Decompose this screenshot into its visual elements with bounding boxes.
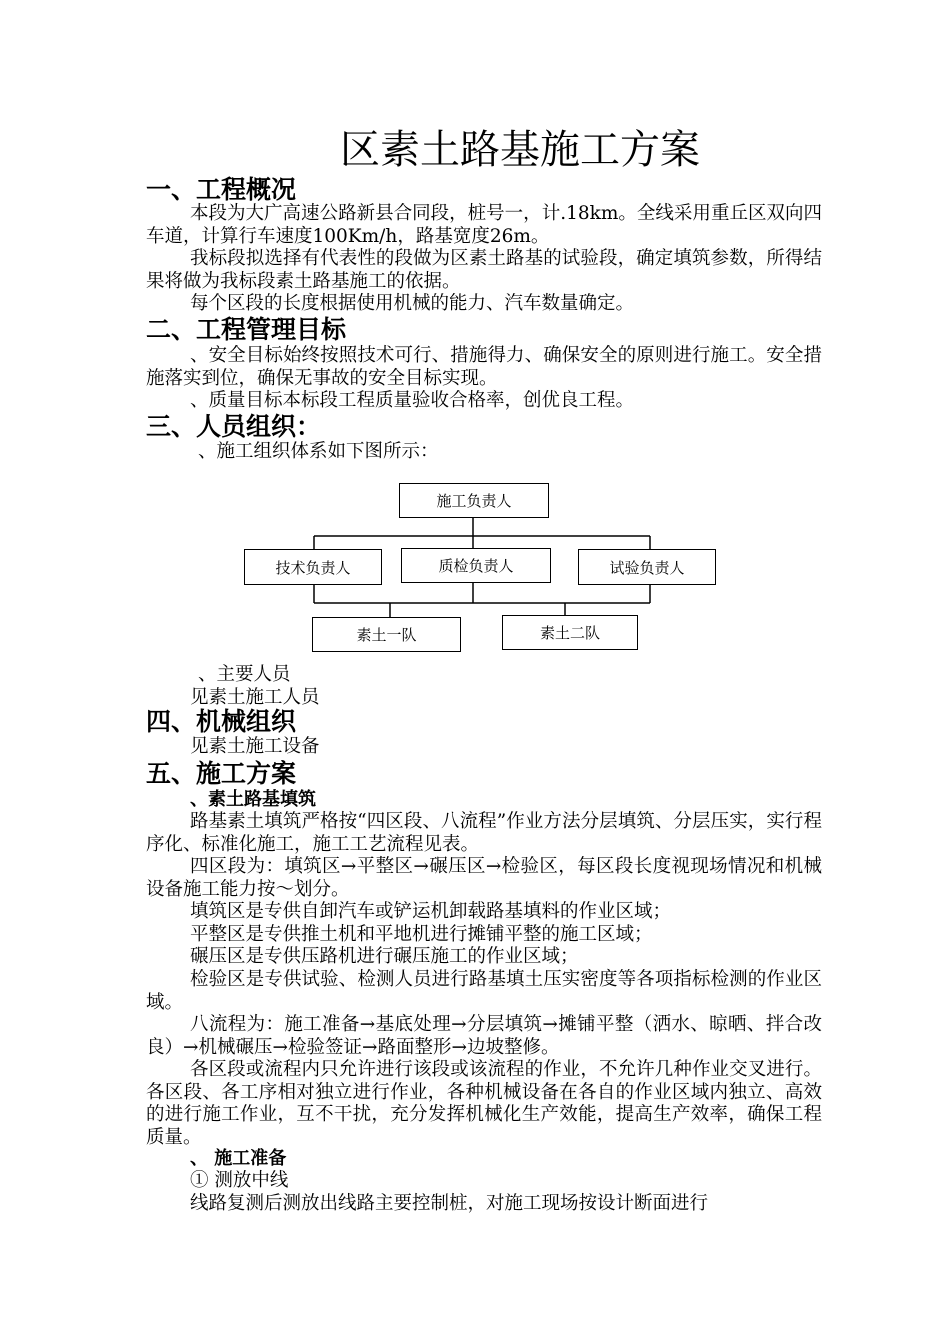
paragraph: 我标段拟选择有代表性的段做为区素土路基的试验段，确定填筑参数，所得结果将做为我标段素土路基施工的依据。 (146, 248, 822, 292)
org-box-top: 施工负责人 (399, 483, 549, 518)
paragraph: 、安全目标始终按照技术可行、措施得力、确保安全的原则进行施工。安全措施落实到位，确保无事故的安全目标实现。 (146, 345, 822, 389)
paragraph: 检验区是专供试验、检测人员进行路基填土压实密度等各项指标检测的作业区域。 (146, 969, 822, 1013)
paragraph: 四区段为：填筑区→平整区→碾压区→检验区，每区段长度视现场情况和机械设备施工能力按～划分。 (146, 856, 822, 900)
paragraph: 本段为大广高速公路新县合同段，桩号一，计.18km。全线采用重丘区双向四车道，计算行车速度100Km/h，路基宽度26m。 (146, 203, 822, 247)
subsection-heading: 、 施工准备 (190, 1148, 287, 1169)
paragraph: 见素土施工人员 (190, 687, 320, 708)
org-box-bottom: 素土二队 (502, 615, 638, 650)
paragraph: 平整区是专供推土机和平地机进行摊铺平整的施工区域； (190, 924, 653, 945)
section-heading-4: 四、机械组织 (146, 707, 297, 736)
paragraph: 填筑区是专供自卸汽车或铲运机卸载路基填料的作业区域； (190, 901, 672, 922)
section-heading-5: 五、施工方案 (146, 759, 297, 788)
org-box-mid: 试验负责人 (578, 549, 716, 585)
paragraph: 、质量目标本标段工程质量验收合格率，创优良工程。 (190, 390, 635, 411)
org-box-mid: 质检负责人 (401, 548, 551, 583)
paragraph: 、主要人员 (198, 664, 291, 685)
section-heading-3: 三、人员组织： (146, 412, 322, 441)
paragraph: 碾压区是专供压路机进行碾压施工的作业区域； (190, 946, 579, 967)
paragraph: 八流程为：施工准备→基底处理→分层填筑→摊铺平整（洒水、晾晒、拌合改良）→机械碾压→检验签证→路面整形→边坡整修。 (146, 1014, 822, 1058)
paragraph: 见素土施工设备 (190, 736, 320, 757)
paragraph: 路基素土填筑严格按“四区段、八流程”作业方法分层填筑、分层压实，实行程序化、标准化施工，施工工艺流程见表。 (146, 811, 822, 855)
list-item: ① 测放中线 (190, 1170, 289, 1191)
section-heading-1: 一、工程概况 (146, 175, 297, 204)
org-box-bottom: 素土一队 (312, 617, 461, 652)
paragraph: 线路复测后测放出线路主要控制桩，对施工现场按设计断面进行 (190, 1193, 709, 1214)
org-box-mid: 技术负责人 (244, 549, 382, 585)
paragraph: 每个区段的长度根据使用机械的能力、汽车数量确定。 (190, 293, 635, 314)
paragraph: 各区段或流程内只允许进行该段或该流程的作业，不允许几种作业交叉进行。各区段、各工序相对独立进行作业，各种机械设备在各自的作业区域内独立、高效的进行施工作业，互不干扰，充分发挥机械化生产效能，提高生产效率，确保工程质量。 (146, 1059, 822, 1148)
section-heading-2: 二、工程管理目标 (146, 315, 347, 344)
subsection-heading: 、素土路基填筑 (190, 789, 316, 810)
paragraph: 、施工组织体系如下图所示： (198, 441, 439, 462)
document-title: 区素土路基施工方案 (340, 127, 700, 173)
